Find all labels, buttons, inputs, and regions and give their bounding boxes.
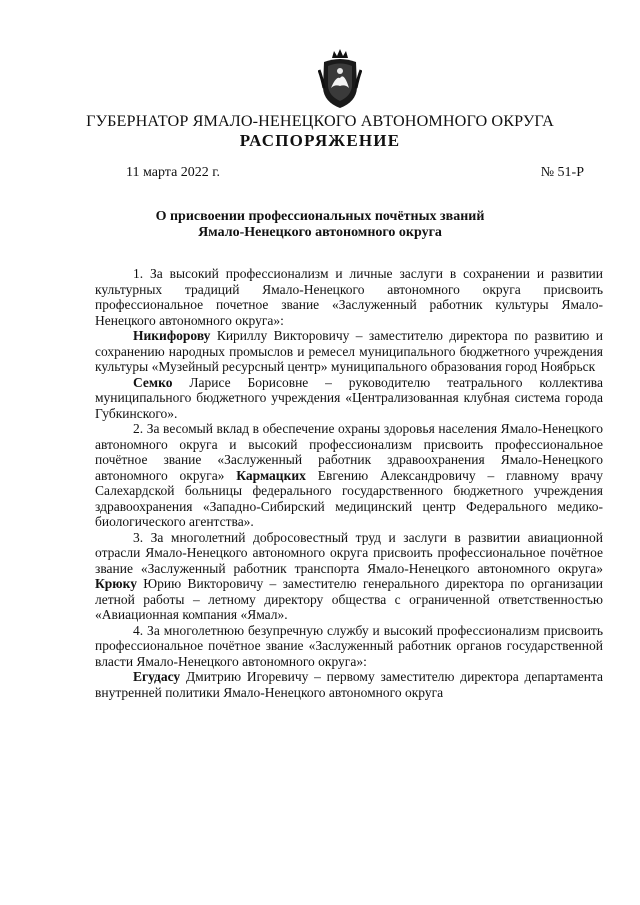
paragraph-7: [95, 669, 603, 700]
awardee-details: Евгению Александровичу – главному врачу Салехардской больницы федерального государственного бюджетного учреждения здравоохранения «Западно-Сибирский медицинский центр Федерального медико-биологического агентства».: [95, 467, 603, 529]
paragraph-text: 2. За весомый вклад в обеспечение охраны здоровья населения Ямало-Ненецкого автономного округа и высокий профессионализм присвоить профессиональное почётное звание «Заслуженный работник здравоохранения Ямало-Ненецкого автономного округа»: [95, 421, 603, 483]
awardee-name: Крюку: [95, 576, 137, 591]
awardee-details: Ларисе Борисовне – руководителю театрального коллектива муниципального бюджетного учреждения «Централизованная клубная система города Губкинского».: [95, 374, 603, 421]
awardee-name: Семко: [133, 374, 173, 390]
awardee-details: Кириллу Викторовичу – заместителю директора по развитию и сохранению народных промыслов и ремесел муниципального бюджетного учреждения культуры «Музейный ресурсный центр» муниципального образования город Ноябрьск: [95, 328, 603, 374]
document-type-title: РАСПОРЯЖЕНИЕ: [239, 131, 401, 150]
paragraph-1: 1. За высокий профессионализм и личные заслуги в сохранении и развитии культурных традиций Ямало-Ненецкого автономного округа присвоить профессиональное почетное звание «Заслуженный работник культуры Ямало-Ненецкого автономного округа»:: [95, 266, 603, 328]
awardee-name: Егудасу: [133, 669, 181, 684]
document-body: [95, 266, 603, 700]
awardee-name: Никифорову: [133, 328, 211, 343]
subject-line-2: Ямало-Ненецкого автономного округа: [198, 225, 442, 240]
document-subject: [0, 209, 640, 241]
awardee-name: Кармацких: [236, 467, 306, 483]
paragraph-6: 4. За многолетнюю безупречную службу и высокий профессионализм присвоить профессиональное почётное звание «Заслуженный работник органов государственной власти Ямало-Ненецкого автономного округа»:: [95, 622, 603, 669]
paragraph-3: [95, 375, 603, 422]
awardee-details: Юрию Викторовичу – заместителю генерального директора по организации летной работы – летному директору общества с ограниченной ответственностью «Авиационная компания «Ямал».: [95, 576, 603, 622]
awardee-details: Дмитрию Игоревичу – первому заместителю директора департамента внутренней политики Ямало-Ненецкого автономного округа: [95, 669, 603, 700]
coat-of-arms-emblem: [318, 48, 362, 110]
paragraph-5: [95, 530, 603, 623]
subject-line-1: О присвоении профессиональных почётных званий: [155, 209, 485, 224]
document-date: 11 марта 2022 г.: [126, 165, 220, 180]
document-number: № 51-Р: [540, 165, 584, 180]
paragraph-2: [95, 328, 603, 375]
issuing-authority: ГУБЕРНАТОР ЯМАЛО-НЕНЕЦКОГО АВТОНОМНОГО ОКРУГА: [86, 112, 554, 130]
paragraph-text: 3. За многолетний добросовестный труд и заслуги в развитии авиационной отрасли Ямало-Ненецкого автономного округа присвоить профессиональное почётное звание «Заслуженный работник транспорта Ямало-Ненецкого автономного округа»: [95, 529, 603, 576]
paragraph-4: [95, 421, 603, 530]
